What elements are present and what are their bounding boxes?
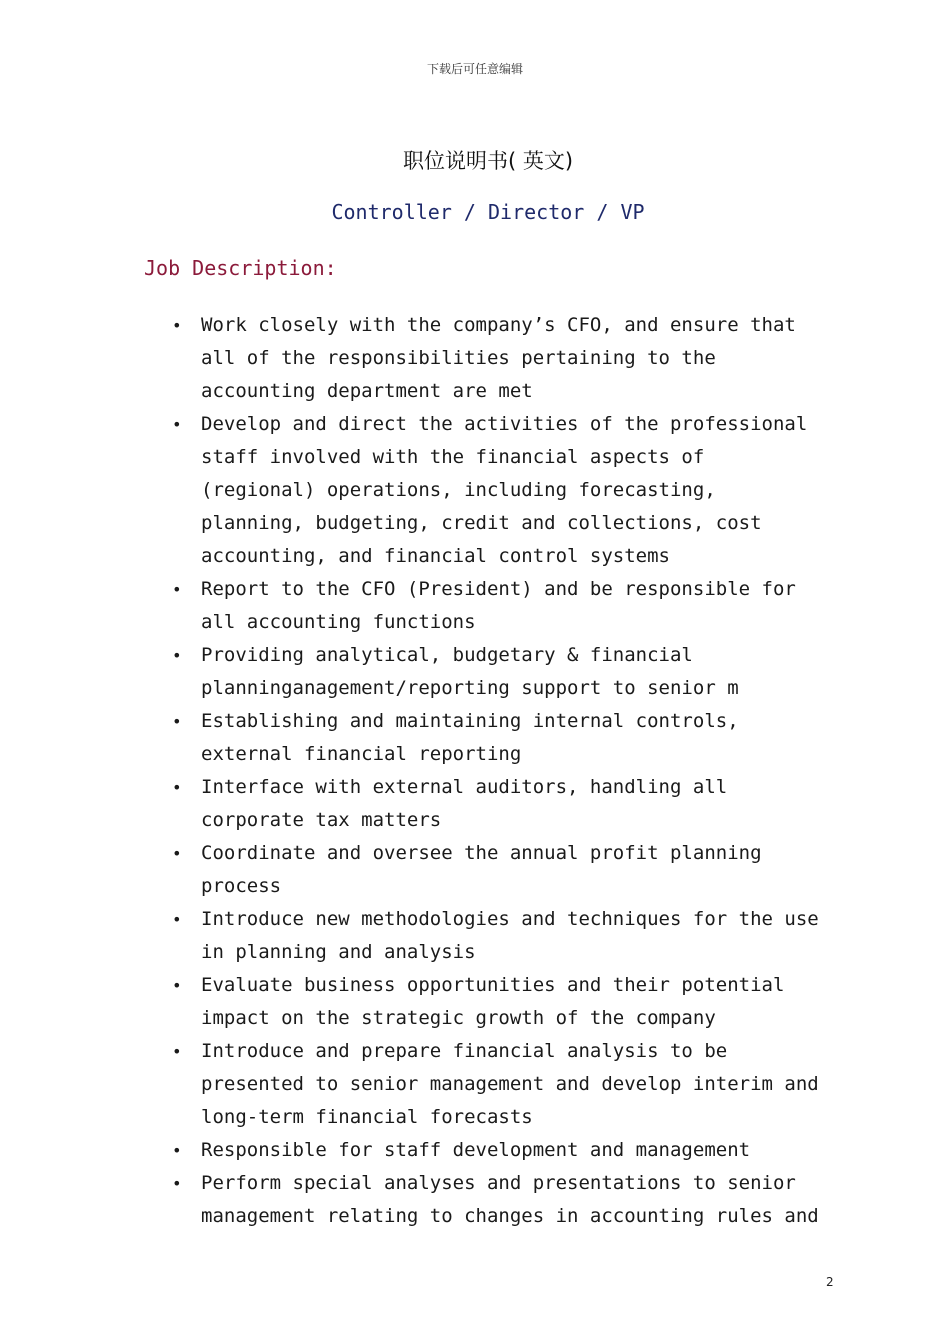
duty-item bbox=[172, 837, 832, 903]
bullet-icon: • bbox=[172, 778, 182, 797]
duty-item bbox=[172, 573, 832, 639]
bullet-icon: • bbox=[172, 712, 182, 731]
bullet-icon: • bbox=[172, 910, 182, 929]
duty-item bbox=[172, 639, 832, 705]
document-title: 职位说明书( 英文) bbox=[402, 149, 574, 173]
duty-text: Perform special analyses and presentations to senior management relating to changes in accounting rules and bbox=[201, 1172, 819, 1227]
duty-item bbox=[172, 771, 832, 837]
bullet-icon: • bbox=[172, 844, 182, 863]
bullet-icon: • bbox=[172, 1174, 182, 1193]
document-subtitle: Controller / Director / VP bbox=[331, 200, 645, 224]
bullet-icon: • bbox=[172, 415, 182, 434]
duty-item bbox=[172, 309, 832, 408]
duty-text: Introduce and prepare financial analysis to be presented to senior management and develop interim and long-term financial forecasts bbox=[201, 1040, 819, 1128]
duty-item bbox=[172, 969, 832, 1035]
duty-text: Develop and direct the activities of the professional staff involved with the financial aspects of (regional) operations, including forecasting, planning, budgeting, credit and collections, cost accounting, and financial control systems bbox=[201, 413, 808, 567]
duty-item bbox=[172, 1035, 832, 1134]
page-number: 2 bbox=[826, 1275, 834, 1289]
header-note: 下载后可任意编辑 bbox=[426, 62, 523, 76]
bullet-icon: • bbox=[172, 1141, 182, 1160]
duty-text: Evaluate business opportunities and their potential impact on the strategic growth of the company bbox=[201, 974, 785, 1029]
duty-item bbox=[172, 1134, 832, 1167]
duty-text: Introduce new methodologies and techniques for the use in planning and analysis bbox=[201, 908, 819, 963]
duty-text: Interface with external auditors, handling all corporate tax matters bbox=[201, 776, 728, 831]
duty-text: Establishing and maintaining internal controls, external financial reporting bbox=[201, 710, 739, 765]
duty-item bbox=[172, 705, 832, 771]
duty-item bbox=[172, 408, 832, 573]
bullet-icon: • bbox=[172, 646, 182, 665]
duty-text: Work closely with the company’s CFO, and ensure that all of the responsibilities pertaining to the accounting department are met bbox=[201, 314, 796, 402]
duty-text: Coordinate and oversee the annual profit planning process bbox=[201, 842, 762, 897]
bullet-icon: • bbox=[172, 316, 182, 335]
job-duties-list bbox=[172, 309, 832, 1233]
duty-text: Providing analytical, budgetary & financial planninganagement/reporting support to senior m bbox=[201, 644, 739, 699]
duty-item bbox=[172, 903, 832, 969]
bullet-icon: • bbox=[172, 976, 182, 995]
duty-item bbox=[172, 1167, 832, 1233]
duty-text: Responsible for staff development and management bbox=[201, 1139, 751, 1161]
bullet-icon: • bbox=[172, 1042, 182, 1061]
duty-text: Report to the CFO (President) and be responsible for all accounting functions bbox=[201, 578, 796, 633]
section-heading-job-description: Job Description: bbox=[144, 256, 337, 280]
bullet-icon: • bbox=[172, 580, 182, 599]
